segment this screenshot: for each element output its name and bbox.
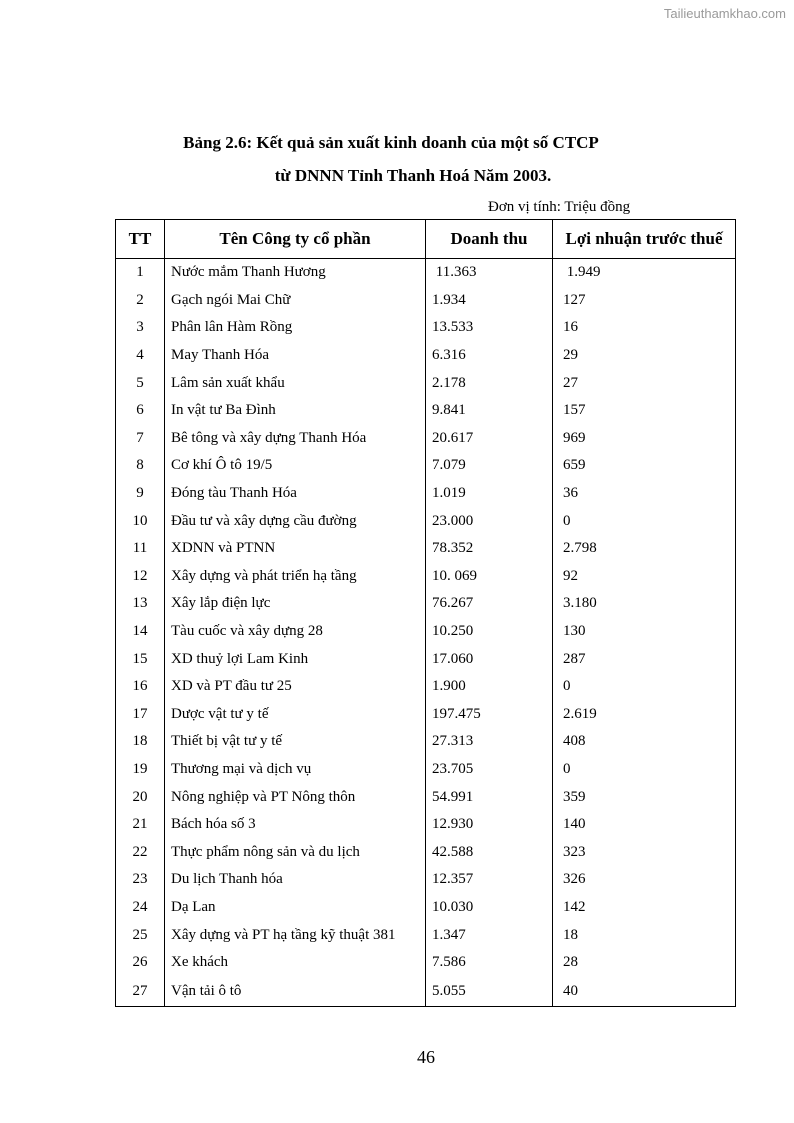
pretax-profit-cell: 142 [553, 894, 736, 922]
row-number-cell: 26 [116, 949, 165, 977]
company-name-cell: Xây dựng và phát triển hạ tầng [165, 563, 426, 591]
company-name-cell: Xây dựng và PT hạ tầng kỹ thuật 381 [165, 921, 426, 949]
revenue-cell: 13.533 [426, 314, 553, 342]
company-name-cell: Dạ Lan [165, 894, 426, 922]
table-row [116, 287, 736, 315]
table-row [116, 976, 736, 1007]
pretax-profit-cell: 92 [553, 563, 736, 591]
table-row [116, 507, 736, 535]
company-name-cell: Phân lân Hàm Rồng [165, 314, 426, 342]
pretax-profit-cell: 127 [553, 287, 736, 315]
table-row [116, 618, 736, 646]
table-row [116, 397, 736, 425]
table-row [116, 314, 736, 342]
table-title-line-1: Bảng 2.6: Kết quả sản xuất kinh doanh của một số CTCP [183, 133, 599, 152]
pretax-profit-cell: 3.180 [553, 590, 736, 618]
company-name-cell: XD và PT đầu tư 25 [165, 673, 426, 701]
header-company-name: Tên Công ty cổ phần [165, 220, 426, 259]
revenue-cell: 78.352 [426, 535, 553, 563]
table-row [116, 480, 736, 508]
pretax-profit-cell: 40 [553, 976, 736, 1007]
company-name-cell: May Thanh Hóa [165, 342, 426, 370]
row-number-cell: 2 [116, 287, 165, 315]
pretax-profit-cell: 28 [553, 949, 736, 977]
row-number-cell: 7 [116, 425, 165, 453]
table-row [116, 452, 736, 480]
row-number-cell: 16 [116, 673, 165, 701]
pretax-profit-cell: 29 [553, 342, 736, 370]
row-number-cell: 5 [116, 369, 165, 397]
table-row [116, 259, 736, 287]
revenue-cell: 1.347 [426, 921, 553, 949]
pretax-profit-cell: 0 [553, 507, 736, 535]
company-name-cell: Nước mắm Thanh Hương [165, 259, 426, 287]
table-row [116, 342, 736, 370]
pretax-profit-cell: 969 [553, 425, 736, 453]
pretax-profit-cell: 18 [553, 921, 736, 949]
row-number-cell: 4 [116, 342, 165, 370]
revenue-cell: 23.000 [426, 507, 553, 535]
company-name-cell: Nông nghiệp và PT Nông thôn [165, 783, 426, 811]
table-title-line-2: từ DNNN Tỉnh Thanh Hoá Năm 2003. [274, 166, 552, 185]
revenue-cell: 7.586 [426, 949, 553, 977]
table-row [116, 673, 736, 701]
table-row [116, 756, 736, 784]
row-number-cell: 22 [116, 838, 165, 866]
header-revenue: Doanh thu [426, 220, 553, 259]
table-row [116, 838, 736, 866]
revenue-cell: 17.060 [426, 645, 553, 673]
row-number-cell: 12 [116, 563, 165, 591]
revenue-cell: 1.934 [426, 287, 553, 315]
company-name-cell: Thực phẩm nông sản và du lịch [165, 838, 426, 866]
company-name-cell: Thiết bị vật tư y tế [165, 728, 426, 756]
table-row [116, 811, 736, 839]
company-name-cell: Xe khách [165, 949, 426, 977]
revenue-cell: 23.705 [426, 756, 553, 784]
pretax-profit-cell: 140 [553, 811, 736, 839]
company-name-cell: In vật tư Ba Đình [165, 397, 426, 425]
revenue-cell: 2.178 [426, 369, 553, 397]
pretax-profit-cell: 408 [553, 728, 736, 756]
revenue-cell: 27.313 [426, 728, 553, 756]
company-name-cell: Bách hóa số 3 [165, 811, 426, 839]
revenue-cell: 6.316 [426, 342, 553, 370]
page-number: 46 [417, 1047, 435, 1067]
table-row [116, 728, 736, 756]
company-name-cell: Bê tông và xây dựng Thanh Hóa [165, 425, 426, 453]
company-name-cell: Tàu cuốc và xây dựng 28 [165, 618, 426, 646]
table-row [116, 369, 736, 397]
row-number-cell: 25 [116, 921, 165, 949]
row-number-cell: 24 [116, 894, 165, 922]
row-number-cell: 27 [116, 976, 165, 1007]
company-name-cell: Du lịch Thanh hóa [165, 866, 426, 894]
row-number-cell: 14 [116, 618, 165, 646]
row-number-cell: 6 [116, 397, 165, 425]
table-row [116, 425, 736, 453]
table-row [116, 563, 736, 591]
row-number-cell: 11 [116, 535, 165, 563]
revenue-cell: 1.900 [426, 673, 553, 701]
revenue-cell: 12.357 [426, 866, 553, 894]
company-name-cell: Đầu tư và xây dựng cầu đường [165, 507, 426, 535]
pretax-profit-cell: 16 [553, 314, 736, 342]
header-row [116, 220, 736, 259]
table-row [116, 866, 736, 894]
watermark: Tailieuthamkhao.com [663, 6, 786, 21]
revenue-cell: 12.930 [426, 811, 553, 839]
revenue-cell: 11.363 [426, 259, 553, 287]
pretax-profit-cell: 27 [553, 369, 736, 397]
row-number-cell: 21 [116, 811, 165, 839]
revenue-cell: 54.991 [426, 783, 553, 811]
pretax-profit-cell: 359 [553, 783, 736, 811]
row-number-cell: 8 [116, 452, 165, 480]
company-name-cell: Lâm sản xuất khẩu [165, 369, 426, 397]
table-row [116, 921, 736, 949]
table-row [116, 645, 736, 673]
pretax-profit-cell: 659 [553, 452, 736, 480]
revenue-cell: 76.267 [426, 590, 553, 618]
row-number-cell: 20 [116, 783, 165, 811]
company-name-cell: Xây lắp điện lực [165, 590, 426, 618]
results-table [115, 219, 736, 1007]
row-number-cell: 3 [116, 314, 165, 342]
revenue-cell: 1.019 [426, 480, 553, 508]
company-name-cell: Cơ khí Ô tô 19/5 [165, 452, 426, 480]
table-row [116, 590, 736, 618]
header-tt: TT [116, 220, 165, 259]
company-name-cell: Dược vật tư y tế [165, 701, 426, 729]
company-name-cell: Gạch ngói Mai Chữ [165, 287, 426, 315]
pretax-profit-cell: 2.619 [553, 701, 736, 729]
revenue-cell: 42.588 [426, 838, 553, 866]
pretax-profit-cell: 36 [553, 480, 736, 508]
row-number-cell: 23 [116, 866, 165, 894]
revenue-cell: 7.079 [426, 452, 553, 480]
row-number-cell: 13 [116, 590, 165, 618]
header-pretax-profit: Lợi nhuận trước thuế [553, 220, 736, 259]
row-number-cell: 19 [116, 756, 165, 784]
table-row [116, 783, 736, 811]
row-number-cell: 1 [116, 259, 165, 287]
pretax-profit-cell: 326 [553, 866, 736, 894]
row-number-cell: 10 [116, 507, 165, 535]
pretax-profit-cell: 0 [553, 756, 736, 784]
revenue-cell: 10.030 [426, 894, 553, 922]
unit-note: Đơn vị tính: Triệu đồng [488, 199, 631, 215]
row-number-cell: 9 [116, 480, 165, 508]
company-name-cell: Đóng tàu Thanh Hóa [165, 480, 426, 508]
revenue-cell: 5.055 [426, 976, 553, 1007]
revenue-cell: 9.841 [426, 397, 553, 425]
revenue-cell: 20.617 [426, 425, 553, 453]
pretax-profit-cell: 287 [553, 645, 736, 673]
revenue-cell: 10.250 [426, 618, 553, 646]
revenue-cell: 197.475 [426, 701, 553, 729]
pretax-profit-cell: 2.798 [553, 535, 736, 563]
revenue-cell: 10. 069 [426, 563, 553, 591]
table-body [116, 259, 736, 1007]
row-number-cell: 17 [116, 701, 165, 729]
pretax-profit-cell: 0 [553, 673, 736, 701]
company-name-cell: XDNN và PTNN [165, 535, 426, 563]
table-row [116, 535, 736, 563]
pretax-profit-cell: 323 [553, 838, 736, 866]
pretax-profit-cell: 1.949 [553, 259, 736, 287]
row-number-cell: 18 [116, 728, 165, 756]
pretax-profit-cell: 157 [553, 397, 736, 425]
company-name-cell: XD thuỷ lợi Lam Kinh [165, 645, 426, 673]
pretax-profit-cell: 130 [553, 618, 736, 646]
table-row [116, 949, 736, 977]
row-number-cell: 15 [116, 645, 165, 673]
table-row [116, 894, 736, 922]
company-name-cell: Vận tải ô tô [165, 976, 426, 1007]
company-name-cell: Thương mại và dịch vụ [165, 756, 426, 784]
table-row [116, 701, 736, 729]
